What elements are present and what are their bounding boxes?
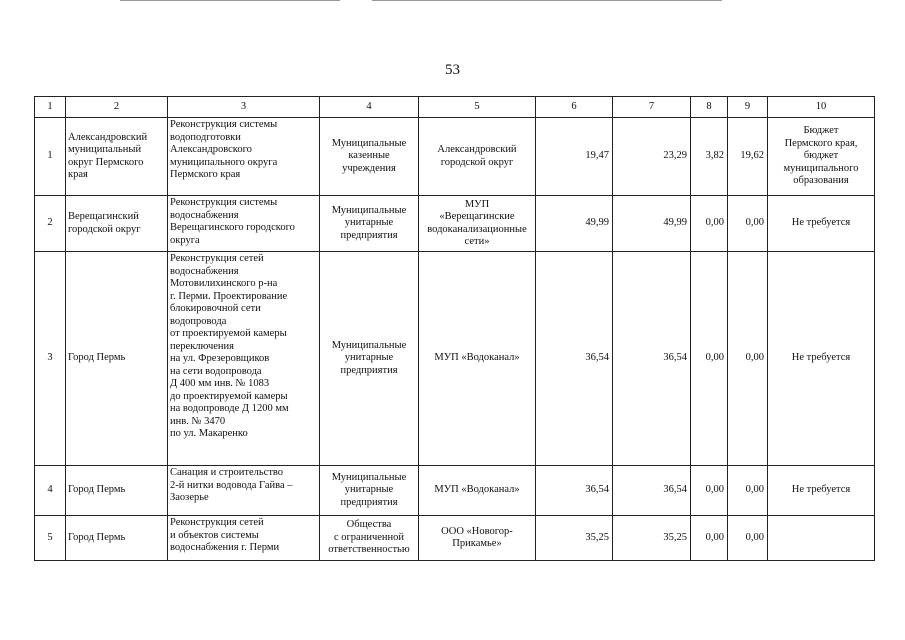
header-cell: 5 [419, 97, 536, 118]
value-col9-cell: 0,00 [728, 516, 768, 561]
value-col8-cell: 0,00 [691, 252, 728, 466]
cell-line: Д 400 мм инв. № 1083 [170, 378, 270, 389]
cell-line: «Верещагинские [439, 211, 515, 222]
project-cell [168, 118, 320, 196]
header-cell: 4 [320, 97, 419, 118]
table-row [35, 118, 875, 196]
cell-line: до проектируемой камеры [170, 390, 288, 402]
cell-line: Город Пермь [68, 352, 126, 364]
cell-line: Не требуется [791, 352, 851, 364]
cell-line: края [68, 169, 88, 180]
value-col7-cell: 49,99 [613, 196, 691, 252]
row-number-cell: 4 [35, 466, 66, 516]
territory-cell [66, 196, 168, 252]
header-cell: 7 [613, 97, 691, 118]
cell-line: Не требуется [791, 484, 851, 496]
cell-line: предприятия [340, 364, 398, 376]
cell-line: инв. № 3470 [170, 415, 226, 427]
cell-line: городской округ [440, 156, 514, 168]
page-number: 53 [445, 62, 460, 78]
cell-line: Заозерье [170, 492, 209, 503]
value-col6-cell: 49,99 [536, 196, 613, 252]
funding-source-cell [768, 252, 875, 466]
cell-line: муниципальный [68, 144, 142, 155]
cell-line: от проектируемой камеры [170, 328, 287, 339]
header-cell: 1 [35, 97, 66, 118]
header-cell: 2 [66, 97, 168, 118]
value-col7-cell: 23,29 [613, 118, 691, 196]
cell-line: Муниципальные [331, 339, 407, 351]
cell-line: на сети водопровода [170, 365, 262, 377]
cell-line: Пермского края, [784, 137, 858, 149]
cell-line: водоснабжения [170, 265, 239, 277]
cell-line: Бюджет [803, 125, 839, 137]
value-col8-cell: 0,00 [691, 196, 728, 252]
organization-cell [419, 118, 536, 196]
cell-line: блокировочной сети [170, 303, 261, 314]
value-col6-cell: 36,54 [536, 466, 613, 516]
table-row [35, 196, 875, 252]
cell-line: Реконструкция системы [170, 197, 278, 208]
project-cell [168, 252, 320, 466]
cell-line: МУП [464, 198, 490, 210]
cell-line: бюджет [803, 150, 839, 162]
cell-line: городской округ [68, 223, 141, 235]
cell-line: унитарные [344, 484, 394, 496]
value-col9-cell: 0,00 [728, 252, 768, 466]
cell-line: на водопроводе Д 1200 мм [170, 403, 289, 414]
cell-line: Прикамье» [452, 538, 502, 549]
cell-line: сети» [464, 236, 490, 247]
value-col7-cell: 36,54 [613, 466, 691, 516]
row-number-cell: 3 [35, 252, 66, 466]
value-col9-cell: 0,00 [728, 466, 768, 516]
cell-line: Санация и строительство [170, 467, 284, 478]
cell-line: водоканализационные [427, 223, 527, 235]
top-edge-line-right [372, 0, 722, 1]
cell-line: переключения [170, 340, 234, 352]
top-edge-line-left [120, 0, 340, 1]
cell-line: муниципального округа [170, 156, 278, 168]
organization-cell [419, 516, 536, 561]
cell-line: муниципального [783, 162, 859, 174]
cell-line: ООО «Новогор- [441, 525, 513, 537]
value-col7-cell: 35,25 [613, 516, 691, 561]
row-number-cell: 5 [35, 516, 66, 561]
cell-line: ответственностью [328, 544, 410, 556]
cell-line: унитарные [344, 352, 394, 364]
cell-line: Реконструкция системы [170, 119, 278, 130]
cell-line: Общества [346, 519, 392, 531]
header-row [35, 97, 875, 118]
cell-line: предприятия [340, 229, 398, 241]
territory-cell [66, 118, 168, 196]
header-cell: 9 [728, 97, 768, 118]
row-number-cell: 2 [35, 196, 66, 252]
funding-source-cell [768, 466, 875, 516]
value-col6-cell: 36,54 [536, 252, 613, 466]
header-cell: 10 [768, 97, 875, 118]
project-cell [168, 196, 320, 252]
cell-line: образования [793, 175, 849, 187]
cell-line: Город Пермь [68, 484, 126, 496]
cell-line: водоснабжения [170, 209, 239, 221]
cell-line: казенные [348, 150, 390, 162]
cell-line: на ул. Фрезеровщиков [170, 353, 270, 364]
org-type-cell [320, 466, 419, 516]
funding-source-cell [768, 118, 875, 196]
organization-cell [419, 196, 536, 252]
cell-line: Реконструкция сетей [170, 253, 264, 264]
project-cell [168, 516, 320, 561]
funding-source-cell [768, 196, 875, 252]
organization-cell [419, 466, 536, 516]
org-type-cell [320, 252, 419, 466]
cell-line: предприятия [340, 496, 398, 508]
cell-line: и объектов системы [170, 529, 259, 541]
cell-line: водопровода [170, 315, 227, 327]
cell-line: Александровский [437, 144, 517, 155]
cell-line: Верещагинского городского [170, 222, 295, 233]
cell-line: Мотовилихинского р-на [170, 278, 278, 289]
cell-line: округа [170, 234, 200, 246]
value-col9-cell: 19,62 [728, 118, 768, 196]
cell-line: МУП «Водоканал» [434, 484, 520, 496]
cell-line: унитарные [344, 217, 394, 229]
table-row [35, 252, 875, 466]
data-table [34, 96, 875, 561]
cell-line: Не требуется [791, 217, 851, 229]
territory-cell [66, 466, 168, 516]
value-col8-cell: 0,00 [691, 466, 728, 516]
funding-source-cell [768, 516, 875, 561]
cell-line: МУП «Водоканал» [434, 352, 520, 364]
cell-line: по ул. Макаренко [170, 428, 248, 439]
table-row [35, 516, 875, 561]
value-col9-cell: 0,00 [728, 196, 768, 252]
header-cell: 3 [168, 97, 320, 118]
cell-line: Реконструкция сетей [170, 517, 264, 528]
value-col7-cell: 36,54 [613, 252, 691, 466]
org-type-cell [320, 196, 419, 252]
cell-line: водоподготовки [170, 131, 241, 143]
cell-line: г. Перми. Проектирование [170, 290, 288, 302]
cell-line: Александровский [68, 131, 148, 143]
header-cell: 8 [691, 97, 728, 118]
cell-line: с ограниченной [333, 531, 405, 543]
cell-line: Муниципальные [331, 471, 407, 483]
cell-line: Муниципальные [331, 137, 407, 149]
cell-line: Город Пермь [68, 531, 126, 543]
org-type-cell [320, 118, 419, 196]
cell-line: Александровского [170, 144, 252, 155]
cell-line: 2-й нитки водовода Гайва – [170, 479, 293, 491]
value-col8-cell: 0,00 [691, 516, 728, 561]
territory-cell [66, 252, 168, 466]
table-row [35, 466, 875, 516]
project-cell [168, 466, 320, 516]
row-number-cell: 1 [35, 118, 66, 196]
territory-cell [66, 516, 168, 561]
cell-line: Пермского края [170, 169, 241, 180]
org-type-cell [320, 516, 419, 561]
value-col8-cell: 3,82 [691, 118, 728, 196]
cell-line: Муниципальные [331, 204, 407, 216]
header-cell: 6 [536, 97, 613, 118]
cell-line: округ Пермского [68, 156, 144, 168]
cell-line: водоснабжения г. Перми [170, 542, 280, 553]
cell-line: учреждения [342, 162, 396, 174]
value-col6-cell: 19,47 [536, 118, 613, 196]
cell-line: Верещагинский [68, 211, 139, 222]
value-col6-cell: 35,25 [536, 516, 613, 561]
organization-cell [419, 252, 536, 466]
